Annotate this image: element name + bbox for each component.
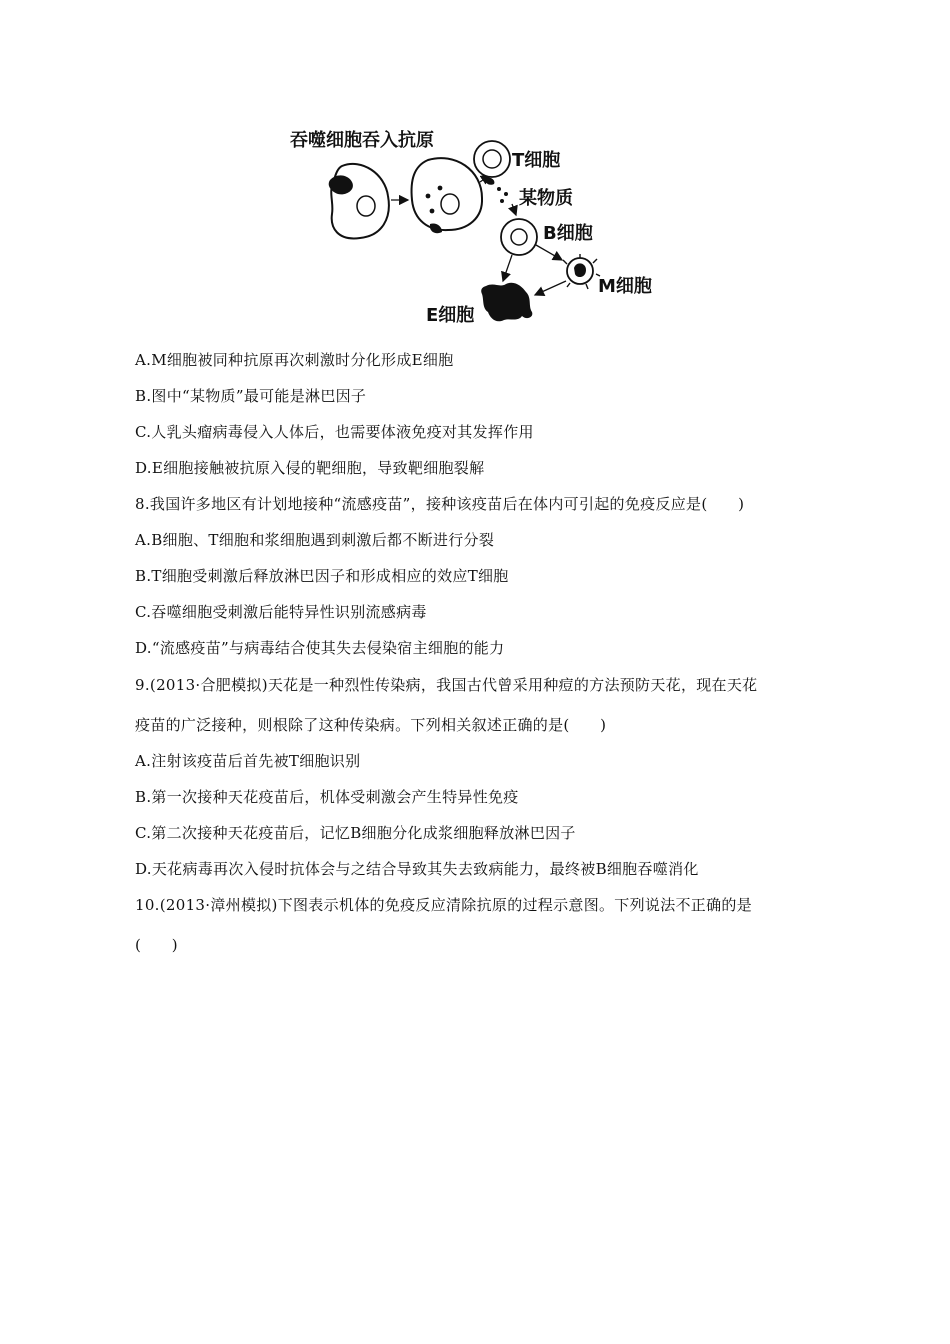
option-9d: D.天花病毒再次入侵时抗体会与之结合导致其失去致病能力，最终被B细胞吞噬消化 <box>135 860 699 878</box>
question-10-line-1: 10.(2013·漳州模拟)下图表示机体的免疫反应清除抗原的过程示意图。下列说法不正确的是 <box>135 896 753 914</box>
question-10-line-2: ( ) <box>135 936 178 954</box>
question-9-line-1: 9.(2013·合肥模拟)天花是一种烈性传染病，我国古代曾采用种痘的方法预防天花，现在天花 <box>135 676 758 694</box>
question-9-line-2: 疫苗的广泛接种，则根除了这种传染病。下列相关叙述正确的是( ) <box>135 716 607 734</box>
immune-process-diagram <box>290 118 670 333</box>
b-cell <box>501 219 537 255</box>
substance-dots <box>497 187 508 203</box>
option-9c: C.第二次接种天花疫苗后，记忆B细胞分化成浆细胞释放淋巴因子 <box>135 824 576 842</box>
option-8c: C.吞噬细胞受刺激后能特异性识别流感病毒 <box>135 603 427 621</box>
option-7a: A.M细胞被同种抗原再次刺激时分化形成E细胞 <box>135 351 454 369</box>
substance-label: 某物质 <box>519 188 573 209</box>
e-cell <box>481 283 532 322</box>
option-7d: D.E细胞接触被抗原入侵的靶细胞，导致靶细胞裂解 <box>135 459 485 477</box>
question-8: 8.我国许多地区有计划地接种“流感疫苗”，接种该疫苗后在体内可引起的免疫反应是( ) <box>135 495 745 513</box>
m-cell-label: M细胞 <box>598 276 652 297</box>
b-cell-label: B细胞 <box>543 223 593 244</box>
e-cell-label: E细胞 <box>426 305 475 326</box>
diagram-title: 吞噬细胞吞入抗原 <box>290 130 434 151</box>
t-cell <box>474 141 510 185</box>
option-9b: B.第一次接种天花疫苗后，机体受刺激会产生特异性免疫 <box>135 788 519 806</box>
phagocyte-cell <box>329 164 389 239</box>
option-8a: A.B细胞、T细胞和浆细胞遇到刺激后都不断进行分裂 <box>135 531 495 549</box>
m-cell <box>563 254 600 289</box>
option-9a: A.注射该疫苗后首先被T细胞识别 <box>135 752 361 770</box>
option-7b: B.图中“某物质”最可能是淋巴因子 <box>135 387 367 405</box>
option-8d: D.“流感疫苗”与病毒结合使其失去侵染宿主细胞的能力 <box>135 639 505 657</box>
option-7c: C.人乳头瘤病毒侵入人体后，也需要体液免疫对其发挥作用 <box>135 423 534 441</box>
option-8b: B.T细胞受刺激后释放淋巴因子和形成相应的效应T细胞 <box>135 567 509 585</box>
processing-phagocyte-cell <box>412 158 483 233</box>
t-cell-label: T细胞 <box>512 150 561 171</box>
